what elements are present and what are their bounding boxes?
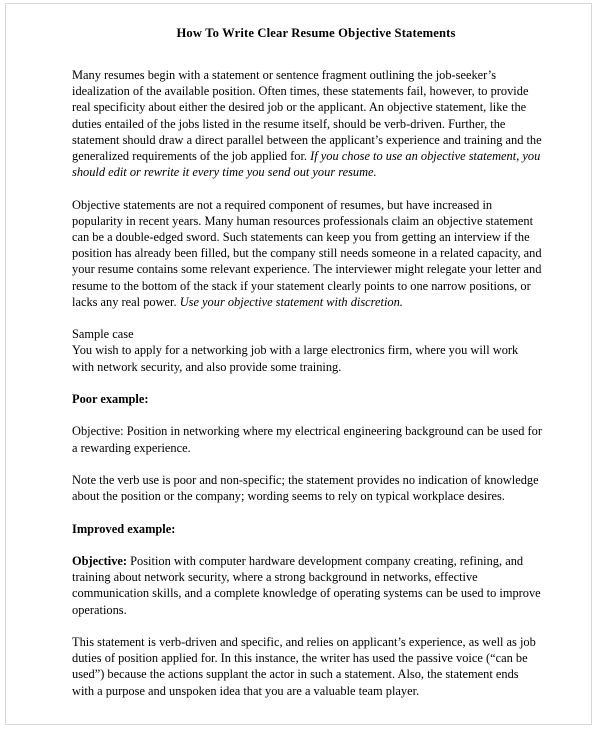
paragraph-spacer [72, 537, 542, 553]
intro-paragraph-italic-text: If you chose to use an objective statement, you should edit or rewrite it every time you send out your resume. [72, 149, 541, 180]
paragraph-spacer [72, 180, 542, 196]
paragraph-spacer [72, 375, 542, 391]
sample-case-text: You wish to apply for a networking job with a large electronics firm, where you will work with network security, and also provide some training. [72, 343, 519, 374]
sample-case-label: Sample case [72, 327, 134, 342]
improved-example-heading: Improved example: [72, 521, 176, 536]
second-paragraph-plain-text: Objective statements are not a required component of resumes, but have increased in popularity in recent years. Many human resources professionals claim an objective statement can be a double-edged sword. Such statements can keep you from getting an interview if the position has already been filled, but the company still needs someone in a related capacity, and your resume contains some relevant experience. The interviewer might relegate your letter and resume to the bottom of the stack if your statement clearly points to one narrow positions, or lacks any real power. [72, 197, 542, 309]
document-page [5, 3, 592, 725]
poor-example-objective-label: Objective: [72, 424, 124, 439]
intro-paragraph-plain-text: Many resumes begin with a statement or sentence fragment outlining the job-seeker’s idealization of the available position. Often times, these statements fail, however, to provide real specificity about either the desired job or the applicant. An objective statement, like the duties entailed of the jobs listed in the resume itself, should be verb-driven. Further, the statement should draw a direct parallel between the applicant’s experience and training and the generalized requirements of the job applied for. [72, 68, 542, 164]
second-paragraph-italic-text: Use your objective statement with discretion. [179, 294, 403, 309]
document-body [72, 25, 542, 699]
second-paragraph [72, 197, 542, 310]
intro-paragraph [72, 67, 542, 180]
paragraph-spacer [72, 310, 542, 326]
paragraph-spacer [72, 504, 542, 520]
improved-example-commentary: This statement is verb-driven and specific, and relies on applicant’s experience, as well as job duties of position applied for. In this instance, the writer has used the passive voice (“can be used”) because the actions supplant the actor in such a statement. Also, the statement ends with a purpose and unspoken idea that you are a valuable team player. [72, 634, 536, 698]
poor-example-objective-text: Position in networking where my electrical engineering background can be used for a rewarding experience. [72, 424, 543, 455]
page-title: How To Write Clear Resume Objective Statements [176, 26, 456, 40]
improved-example-objective-text: Position with computer hardware development company creating, refining, and training about network security, where a strong background in networks, effective communication skills, and a complete knowledge of operating systems can be used to improve operations. [72, 553, 541, 617]
improved-example-objective-label: Objective: [72, 553, 128, 568]
paragraph-spacer [72, 407, 542, 423]
poor-example-objective [72, 423, 542, 455]
title-spacer [72, 41, 542, 67]
paragraph-spacer [72, 456, 542, 472]
improved-example-objective [72, 553, 542, 618]
paragraph-spacer [72, 618, 542, 634]
poor-example-commentary: Note the verb use is poor and non-specific; the statement provides no indication of knowledge about the position or the company; wording seems to rely on typical workplace desires. [72, 473, 539, 504]
poor-example-heading: Poor example: [72, 392, 149, 407]
